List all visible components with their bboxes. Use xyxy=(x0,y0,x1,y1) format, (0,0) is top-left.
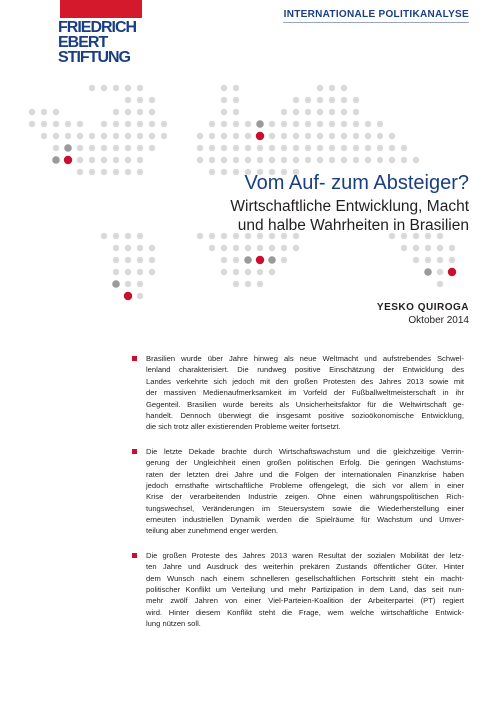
bullet-item xyxy=(132,550,464,630)
map-dot xyxy=(353,109,359,115)
map-dot xyxy=(149,269,155,275)
map-dot xyxy=(293,121,299,127)
map-dot xyxy=(437,245,443,251)
bullet-line: gerung der Ungleichheit einen großen politischen Erfolg. Die geringen Wachstums- xyxy=(146,458,464,468)
map-dot xyxy=(377,157,383,163)
map-highlight-dot xyxy=(256,256,264,264)
logo-line: EBERT xyxy=(58,34,108,51)
map-dot xyxy=(149,121,155,127)
map-dot xyxy=(365,157,371,163)
map-dot xyxy=(377,145,383,151)
map-dot xyxy=(305,121,311,127)
map-dot xyxy=(125,109,131,115)
bullet-line: lung nützen soll. xyxy=(146,619,201,629)
map-dot xyxy=(41,121,47,127)
bullet-square-icon xyxy=(132,553,137,558)
map-dot xyxy=(317,121,323,127)
map-dot xyxy=(221,85,227,91)
map-dot xyxy=(112,280,120,288)
map-dot xyxy=(353,121,359,127)
map-dot xyxy=(269,245,275,251)
map-dot xyxy=(329,133,335,139)
subtitle-line: und halbe Wahrheiten in Brasilien xyxy=(237,217,469,234)
map-dot xyxy=(209,169,215,175)
map-dot xyxy=(29,109,35,115)
map-dot xyxy=(245,281,251,287)
logo-line: FRIEDRICH xyxy=(58,19,137,36)
map-dot xyxy=(449,257,455,263)
map-dot xyxy=(65,133,71,139)
map-dot xyxy=(125,269,131,275)
map-dot xyxy=(329,85,335,91)
map-dot xyxy=(353,157,359,163)
map-dot xyxy=(221,133,227,139)
map-dot xyxy=(317,97,323,103)
map-dot xyxy=(209,133,215,139)
map-highlight-dot xyxy=(256,132,264,140)
map-dot xyxy=(281,121,287,127)
map-dot xyxy=(125,245,131,251)
map-highlight-dot xyxy=(448,268,456,276)
map-dot xyxy=(113,133,119,139)
map-dot xyxy=(233,133,239,139)
map-dot xyxy=(77,169,83,175)
page-subtitle xyxy=(230,197,469,235)
series-label: INTERNATIONALE POLITIKANALYSE xyxy=(283,9,469,20)
map-dot xyxy=(137,97,143,103)
map-dot xyxy=(377,133,383,139)
map-dot xyxy=(221,157,227,163)
map-dot xyxy=(353,145,359,151)
map-dot xyxy=(437,269,443,275)
map-dot xyxy=(245,269,251,275)
map-dot xyxy=(149,133,155,139)
map-dot xyxy=(113,121,119,127)
map-dot xyxy=(137,121,143,127)
map-dot xyxy=(221,109,227,115)
map-dot xyxy=(256,120,264,128)
map-dot xyxy=(424,268,432,276)
map-dot xyxy=(221,97,227,103)
summary-bullets xyxy=(132,353,464,643)
map-dot xyxy=(329,145,335,151)
logo-line: STIFTUNG xyxy=(58,49,130,66)
map-dot xyxy=(245,145,251,151)
map-dot xyxy=(113,157,119,163)
map-dot xyxy=(317,133,323,139)
subtitle-line: Wirtschaftliche Entwicklung, Macht xyxy=(230,198,469,215)
map-dot xyxy=(329,157,335,163)
map-dot xyxy=(197,133,203,139)
map-dot xyxy=(77,157,83,163)
map-dot xyxy=(293,245,299,251)
map-dot xyxy=(29,121,35,127)
map-dot xyxy=(209,121,215,127)
map-dot xyxy=(341,133,347,139)
map-dot xyxy=(365,133,371,139)
map-dot xyxy=(268,256,276,264)
map-dot xyxy=(89,169,95,175)
map-dot xyxy=(149,245,155,251)
bullet-line: Krise der verarbeitenden Industrie zeigen. Ohne einen währungspolitischen Rich- xyxy=(146,492,464,502)
map-dot xyxy=(425,257,431,263)
map-dot xyxy=(113,245,119,251)
map-dot xyxy=(221,257,227,263)
map-dot xyxy=(221,121,227,127)
map-dot xyxy=(233,169,239,175)
map-dot xyxy=(257,157,263,163)
map-dot xyxy=(281,133,287,139)
map-dot xyxy=(209,145,215,151)
map-dot xyxy=(317,85,323,91)
map-dot xyxy=(137,133,143,139)
map-dot xyxy=(269,145,275,151)
map-dot xyxy=(161,133,167,139)
map-dot xyxy=(125,85,131,91)
map-dot xyxy=(233,85,239,91)
map-dot xyxy=(149,257,155,263)
map-dot xyxy=(53,133,59,139)
map-dot xyxy=(401,157,407,163)
page-title: Vom Auf- zum Absteiger? xyxy=(244,172,469,194)
map-dot xyxy=(137,169,143,175)
map-dot xyxy=(41,133,47,139)
map-dot xyxy=(257,281,263,287)
map-dot xyxy=(281,157,287,163)
map-dot xyxy=(137,145,143,151)
map-dot xyxy=(389,157,395,163)
bullet-item xyxy=(132,446,464,537)
bullet-line: der massiven Medienaufmerksamkeit im Vorfeld der Fußballweltmeisterschaft in ihr xyxy=(146,388,464,398)
map-dot xyxy=(329,109,335,115)
map-dot xyxy=(125,281,131,287)
map-dot xyxy=(221,245,227,251)
map-dot xyxy=(377,121,383,127)
map-dot xyxy=(281,245,287,251)
map-dot xyxy=(365,121,371,127)
map-dot xyxy=(257,145,263,151)
map-dot xyxy=(353,133,359,139)
map-dot xyxy=(125,97,131,103)
map-dot xyxy=(233,257,239,263)
bullet-line: dem Wunsch nach einem schnelleren gesellschaftlichen Fortschritt steht ein macht- xyxy=(146,573,464,583)
map-dot xyxy=(329,97,335,103)
map-dot xyxy=(161,121,167,127)
map-dot xyxy=(125,169,131,175)
map-dot xyxy=(269,121,275,127)
map-dot xyxy=(53,145,59,151)
map-dot xyxy=(65,121,71,127)
map-dot xyxy=(137,157,143,163)
map-dot xyxy=(341,97,347,103)
map-dot xyxy=(437,281,443,287)
publication-date: Oktober 2014 xyxy=(408,315,469,326)
map-dot xyxy=(389,133,395,139)
map-dot xyxy=(101,157,107,163)
map-dot xyxy=(137,85,143,91)
bullet-line: tungswechsel, Veränderungen im Steuersystem sowie die Wiederherstellung einer xyxy=(146,503,464,513)
bullet-item xyxy=(132,353,464,433)
map-dot xyxy=(101,233,107,239)
map-dot xyxy=(245,245,251,251)
map-dot xyxy=(401,245,407,251)
bullet-line: erneuten industriellen Dynamik werden die Spielräume für Wachstum und Umver- xyxy=(146,515,464,525)
map-dot xyxy=(137,109,143,115)
map-dot xyxy=(389,145,395,151)
map-dot xyxy=(233,269,239,275)
map-dot xyxy=(221,233,227,239)
map-dot xyxy=(293,145,299,151)
map-dot xyxy=(293,133,299,139)
map-dot xyxy=(449,245,455,251)
map-dot xyxy=(257,245,263,251)
map-dot xyxy=(269,269,275,275)
map-dot xyxy=(113,257,119,263)
map-dot xyxy=(305,133,311,139)
map-dot xyxy=(197,145,203,151)
bullet-square-icon xyxy=(132,356,137,361)
map-dot xyxy=(137,245,143,251)
bullet-line: lenland charakterisiert. Die rundweg positive Einschätzung der Entwicklung des xyxy=(146,365,464,375)
map-dot xyxy=(113,169,119,175)
bullet-line: wird. Hinter diesem Konflikt steht die Frage, wem welche wirtschaftliche Entwick- xyxy=(146,607,464,617)
map-dot xyxy=(293,97,299,103)
bullet-line: raten der letzten drei Jahre und die Folgen der internationalen Finanzkrise haben xyxy=(146,469,464,479)
map-dot xyxy=(317,157,323,163)
map-dot xyxy=(425,245,431,251)
map-dot xyxy=(197,157,203,163)
map-dot xyxy=(125,157,131,163)
map-dot xyxy=(233,109,239,115)
map-dot xyxy=(317,109,323,115)
map-dot xyxy=(113,145,119,151)
map-dot xyxy=(209,157,215,163)
bullet-line: teilung aber zunehmend enger werden. xyxy=(146,526,279,536)
map-dot xyxy=(269,157,275,163)
map-dot xyxy=(245,121,251,127)
bullet-line: ten Jahre und Ausdruck des weiterhin prekären Zustands öffentlicher Güter. Hinter xyxy=(146,562,464,572)
map-dot xyxy=(113,269,119,275)
map-dot xyxy=(221,145,227,151)
map-dot xyxy=(149,109,155,115)
map-dot xyxy=(221,169,227,175)
bullet-line: Die großen Proteste des Jahres 2013 waren Resultat der sozialen Mobilität der letz- xyxy=(146,550,464,560)
map-dot xyxy=(149,145,155,151)
map-highlight-dot xyxy=(64,156,72,164)
map-dot xyxy=(101,121,107,127)
map-dot xyxy=(221,269,227,275)
map-dot xyxy=(137,257,143,263)
map-dot xyxy=(257,269,263,275)
map-dot xyxy=(341,157,347,163)
map-dot xyxy=(245,133,251,139)
map-dot xyxy=(137,293,143,299)
map-dot xyxy=(125,145,131,151)
map-dot xyxy=(281,145,287,151)
map-dot xyxy=(64,144,72,152)
map-dot xyxy=(305,109,311,115)
map-dot xyxy=(317,145,323,151)
map-dot xyxy=(53,109,59,115)
bullet-line: die sich trotz aller existierenden Probleme weiter fortsetzt. xyxy=(146,422,341,432)
map-dot xyxy=(341,145,347,151)
map-dot xyxy=(77,133,83,139)
map-dot xyxy=(293,109,299,115)
map-dot xyxy=(341,85,347,91)
map-dot xyxy=(77,145,83,151)
map-dot xyxy=(233,157,239,163)
map-dot xyxy=(125,233,131,239)
map-dot xyxy=(101,169,107,175)
bullet-line: Landes verkehrte sich jedoch mit den großen Protesten des Jahres 2013 sowie mit xyxy=(146,376,464,386)
map-dot xyxy=(113,85,119,91)
map-dot xyxy=(149,97,155,103)
map-dot xyxy=(137,269,143,275)
map-dot xyxy=(89,85,95,91)
bullet-line: Gegenteil. Brasilien wurde bereits als Unsicherheitsfaktor für die Weltwirtschaft ge- xyxy=(146,399,464,409)
bullet-line: mehr zwölf Jahren von einer Viel-Parteien-Koalition der Arbeiterpartei (PT) regiert xyxy=(146,596,464,606)
map-dot xyxy=(413,257,419,263)
map-dot xyxy=(101,145,107,151)
map-dot xyxy=(113,109,119,115)
map-dot xyxy=(53,121,59,127)
map-dot xyxy=(89,133,95,139)
map-dot xyxy=(329,121,335,127)
map-dot xyxy=(365,145,371,151)
map-dot xyxy=(437,257,443,263)
map-dot xyxy=(269,133,275,139)
bullet-line: Brasilien wurde über Jahre hinweg als neue Weltmacht und aufstrebendes Schwel- xyxy=(146,354,464,363)
map-dot xyxy=(401,145,407,151)
map-dot xyxy=(89,157,95,163)
map-dot xyxy=(52,156,60,164)
map-dot xyxy=(125,121,131,127)
map-dot xyxy=(341,109,347,115)
map-dot xyxy=(305,157,311,163)
map-dot xyxy=(125,133,131,139)
map-dot xyxy=(125,257,131,263)
bullet-line: jedoch ernsthafte wirtschaftliche Probleme offengelegt, die sich vor allem in einer xyxy=(146,480,464,490)
map-dot xyxy=(233,245,239,251)
map-dot xyxy=(245,157,251,163)
bullet-line: Die letzte Dekade brachte durch Wirtschaftswachstum und die gleichzeitige Verrin- xyxy=(146,446,464,456)
map-dot xyxy=(89,145,95,151)
map-dot xyxy=(413,245,419,251)
map-dot xyxy=(101,85,107,91)
map-dot xyxy=(77,121,83,127)
map-dot xyxy=(233,121,239,127)
bullet-line: politischer Konflikt um Verteilung und mehr Partizipation in dem Land, das seit nun- xyxy=(146,585,464,595)
map-dot xyxy=(209,245,215,251)
map-dot xyxy=(341,121,347,127)
map-dot xyxy=(233,97,239,103)
map-dot xyxy=(209,233,215,239)
map-dot xyxy=(413,157,419,163)
map-dot xyxy=(233,281,239,287)
map-dot xyxy=(113,233,119,239)
map-dot xyxy=(41,109,47,115)
map-dot xyxy=(293,157,299,163)
map-dot xyxy=(353,97,359,103)
map-dot xyxy=(137,233,143,239)
bullet-square-icon xyxy=(132,449,137,454)
map-dot xyxy=(137,281,143,287)
map-dot xyxy=(244,256,252,264)
map-dot xyxy=(197,233,203,239)
map-dot xyxy=(101,133,107,139)
map-highlight-dot xyxy=(124,292,132,300)
author-name: YESKO QUIROGA xyxy=(376,302,469,313)
map-dot xyxy=(281,109,287,115)
map-dot xyxy=(305,145,311,151)
map-dot xyxy=(281,257,287,263)
map-dot xyxy=(305,97,311,103)
map-dot xyxy=(233,145,239,151)
bullet-line: handelt. Dennoch überwiegt die insgesamt positive sozioökonomische Entwicklung, xyxy=(146,410,464,420)
